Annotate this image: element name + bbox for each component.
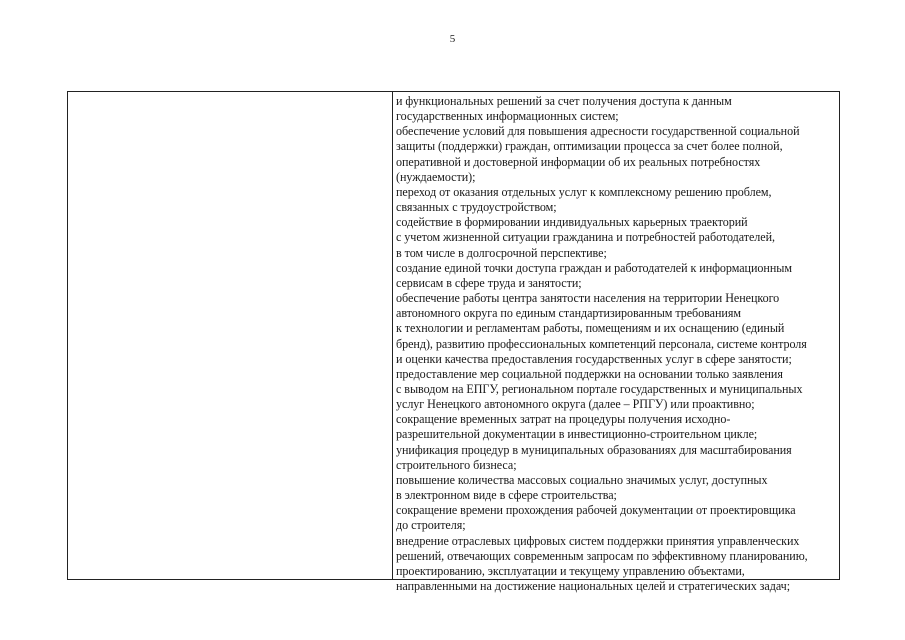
text-line: бренд), развитию профессиональных компетенций персонала, системе контроля bbox=[396, 336, 807, 351]
text-line: в том числе в долгосрочной перспективе; bbox=[396, 245, 607, 260]
text-line: обеспечение условий для повышения адресности государственной социальной bbox=[396, 124, 800, 139]
text-line: в электронном виде в сфере строительства; bbox=[396, 488, 617, 503]
text-line: и функциональных решений за счет получения доступа к данным bbox=[396, 94, 732, 108]
text-line: и оценки качества предоставления государственных услуг в сфере занятости; bbox=[396, 351, 792, 366]
table-right-cell bbox=[396, 94, 844, 593]
text-line: государственных информационных систем; bbox=[396, 109, 619, 124]
text-line: решений, отвечающих современным запросам по эффективному планированию, bbox=[396, 548, 808, 563]
text-line: с учетом жизненной ситуации гражданина и потребностей работодателей, bbox=[396, 230, 775, 245]
text-line: внедрение отраслевых цифровых систем поддержки принятия управленческих bbox=[396, 533, 800, 548]
text-line: унификация процедур в муниципальных образованиях для масштабирования bbox=[396, 442, 792, 457]
text-line: переход от оказания отдельных услуг к комплексному решению проблем, bbox=[396, 184, 772, 199]
text-line: проектированию, эксплуатации и текущему управлению объектами, bbox=[396, 563, 745, 578]
document-table bbox=[67, 91, 840, 593]
table-left-cell bbox=[68, 92, 393, 579]
text-line: повышение количества массовых социально значимых услуг, доступных bbox=[396, 472, 768, 487]
text-line: создание единой точки доступа граждан и работодателей к информационным bbox=[396, 260, 792, 275]
text-line: до строителя; bbox=[396, 518, 466, 533]
text-line: сокращение временных затрат на процедуры получения исходно- bbox=[396, 412, 731, 427]
text-line: содействие в формировании индивидуальных карьерных траекторий bbox=[396, 215, 748, 230]
text-line: услуг Ненецкого автономного округа (далее – РПГУ) или проактивно; bbox=[396, 397, 755, 412]
text-line: предоставление мер социальной поддержки на основании только заявления bbox=[396, 366, 783, 381]
text-line: (нуждаемости); bbox=[396, 169, 476, 184]
text-line: с выводом на ЕПГУ, региональном портале государственных и муниципальных bbox=[396, 381, 803, 396]
text-line: к технологии и регламентам работы, помещениям и их оснащению (единый bbox=[396, 321, 785, 336]
text-line: сервисам в сфере труда и занятости; bbox=[396, 275, 582, 290]
text-line: разрешительной документации в инвестиционно-строительном цикле; bbox=[396, 427, 758, 442]
text-line: строительного бизнеса; bbox=[396, 457, 517, 472]
text-line: защиты (поддержки) граждан, оптимизации процесса за счет более полной, bbox=[396, 139, 783, 154]
text-line: связанных с трудоустройством; bbox=[396, 200, 557, 215]
text-line: автономного округа по единым стандартизированным требованиям bbox=[396, 306, 741, 321]
text-line: оперативной и достоверной информации об их реальных потребностях bbox=[396, 154, 761, 169]
text-line: сокращение времени прохождения рабочей документации от проектировщика bbox=[396, 503, 796, 518]
page-number: 5 bbox=[449, 33, 456, 45]
text-line: направленными на достижение национальных целей и стратегических задач; bbox=[396, 579, 791, 593]
text-line: обеспечение работы центра занятости населения на территории Ненецкого bbox=[396, 291, 780, 306]
